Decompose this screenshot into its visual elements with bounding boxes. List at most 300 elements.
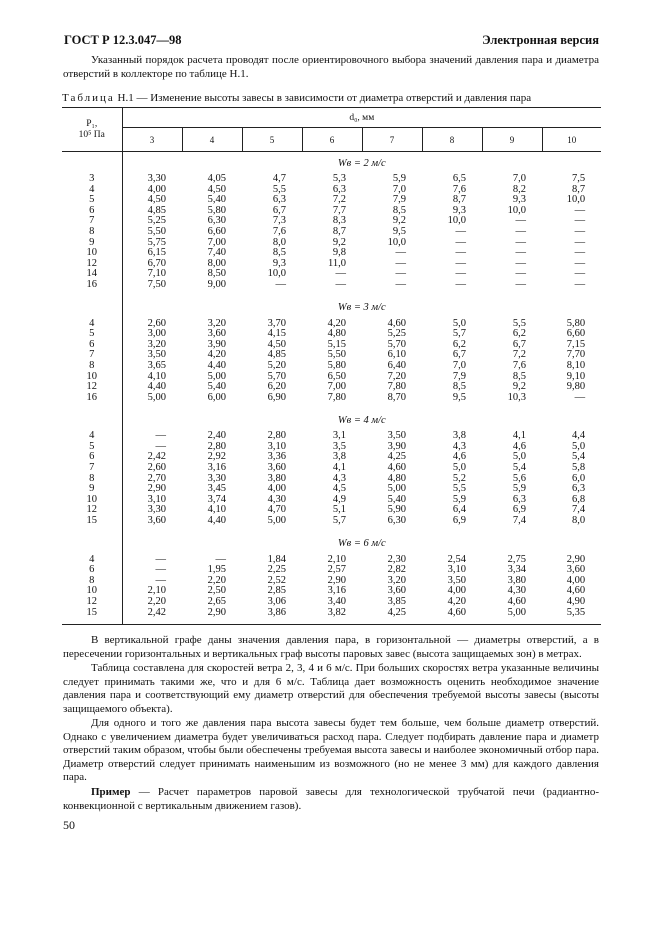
value-cell: 7,70: [566, 349, 586, 361]
value-cell: —: [574, 278, 586, 290]
value-cell: 4,60: [387, 317, 406, 329]
value-cell: 5,00: [207, 370, 226, 382]
value-cell: 4,6: [452, 451, 466, 463]
value-cell: 9,00: [207, 278, 226, 290]
value-cell: 8,3: [332, 215, 346, 227]
value-cell: —: [215, 553, 226, 565]
value-cell: 4,25: [387, 606, 406, 618]
value-cell: 3,20: [387, 574, 406, 586]
value-cell: 2,65: [207, 596, 226, 607]
value-cell: 5,3: [332, 173, 346, 184]
value-cell: 6,90: [267, 391, 286, 403]
value-cell: 7,4: [571, 504, 586, 516]
pressure-cell: 5: [62, 329, 122, 340]
value-cell: 9,80: [566, 381, 586, 393]
value-cell: 3,90: [207, 338, 226, 350]
value-cell: 2,90: [566, 553, 586, 565]
value-cell: 1,84: [267, 553, 286, 565]
value-cell: 7,2: [332, 194, 346, 206]
value-cell: 4,40: [207, 359, 226, 371]
value-cell: 6,70: [147, 257, 166, 269]
value-cell: 4,3: [332, 472, 346, 484]
value-cell: 4,15: [267, 328, 286, 340]
table-row: [62, 280, 601, 291]
value-cell: 9,3: [512, 194, 526, 206]
value-cell: 6,7: [452, 349, 466, 361]
value-cell: 8,0: [272, 236, 286, 248]
pressure-cell: 7: [62, 350, 122, 361]
value-cell: 7,00: [207, 236, 226, 248]
section-title: Wв = 2 м/с: [337, 157, 386, 169]
value-cell: —: [155, 553, 166, 565]
param-header-cell: [62, 108, 122, 152]
value-cell: 3,30: [207, 472, 226, 484]
value-cell: —: [155, 564, 166, 576]
value-cell: 8,7: [452, 194, 466, 206]
value-cell: 3,65: [147, 359, 166, 371]
value-cell: —: [574, 215, 586, 227]
value-cell: 5,40: [207, 194, 226, 206]
value-cell: —: [455, 257, 466, 269]
table-row: [62, 597, 601, 608]
value-cell: —: [335, 278, 346, 290]
pressure-cell: 4: [62, 185, 122, 196]
value-cell: 6,20: [267, 381, 286, 393]
example-label: Пример: [91, 786, 131, 798]
value-cell: 9,2: [332, 236, 346, 248]
section-title: Wв = 6 м/с: [337, 538, 386, 550]
value-cell: 4,60: [507, 596, 526, 607]
value-cell: 3,50: [147, 349, 166, 361]
value-cell: 2,42: [147, 606, 166, 618]
value-cell: 5,4: [512, 462, 526, 474]
value-cell: —: [395, 268, 406, 280]
value-cell: 6,3: [512, 493, 526, 505]
value-cell: 5,50: [147, 225, 166, 237]
value-cell: 3,10: [267, 440, 286, 452]
value-cell: 2,60: [147, 462, 166, 474]
value-cell: 4,60: [447, 606, 466, 618]
value-cell: 5,4: [571, 451, 586, 463]
header-standard-code: ГОСТ Р 12.3.047—98: [64, 33, 182, 47]
pressure-cell: 12: [62, 597, 122, 608]
value-cell: 7,15: [566, 338, 586, 350]
value-cell: 5,7: [332, 515, 346, 527]
value-cell: 6,50: [327, 370, 346, 382]
value-cell: 2,92: [207, 451, 226, 463]
value-cell: —: [515, 225, 526, 237]
value-cell: 7,00: [327, 381, 346, 393]
column-header-d3: 3: [122, 128, 182, 152]
value-cell: 3,5: [332, 440, 346, 452]
value-cell: 4,20: [207, 349, 226, 361]
value-cell: 9,2: [512, 381, 526, 393]
table-row: [62, 174, 601, 185]
pressure-cell: 4: [62, 319, 122, 330]
value-cell: 5,80: [207, 204, 226, 216]
value-cell: 5,40: [207, 381, 226, 393]
value-cell: 4,20: [447, 596, 466, 607]
value-cell: 7,6: [272, 225, 286, 237]
value-cell: 6,8: [571, 493, 586, 505]
value-cell: 4,9: [332, 493, 346, 505]
value-cell: 6,2: [512, 328, 526, 340]
value-cell: —: [515, 236, 526, 248]
value-cell: 2,57: [327, 564, 346, 576]
value-cell: 3,85: [387, 596, 406, 607]
value-cell: —: [155, 574, 166, 586]
value-cell: —: [574, 391, 586, 403]
value-cell: 5,80: [566, 317, 586, 329]
value-cell: 4,00: [147, 183, 166, 195]
value-cell: 8,5: [452, 381, 466, 393]
pressure-cell: 4: [62, 555, 122, 566]
value-cell: 5,00: [387, 483, 406, 495]
value-cell: 5,5: [512, 317, 526, 329]
value-cell: 4,60: [387, 462, 406, 474]
value-cell: 2,90: [147, 483, 166, 495]
column-header-d9: 9: [482, 128, 542, 152]
value-cell: 3,00: [147, 328, 166, 340]
value-cell: —: [155, 430, 166, 442]
value-cell: 4,4: [571, 430, 586, 442]
column-header-d5: 5: [242, 128, 302, 152]
section-param-cell: [62, 533, 122, 555]
section-row: [62, 297, 601, 319]
value-cell: 2,10: [327, 553, 346, 565]
value-cell: 4,3: [452, 440, 466, 452]
value-cell: 8,70: [387, 391, 406, 403]
value-cell: 4,30: [267, 493, 286, 505]
value-cell: —: [335, 268, 346, 280]
value-cell: 9,3: [272, 257, 286, 269]
pressure-cell: 6: [62, 452, 122, 463]
value-cell: 3,50: [387, 430, 406, 442]
spacer-cell: [62, 618, 122, 625]
pressure-cell: 15: [62, 608, 122, 619]
value-cell: 9,2: [392, 215, 406, 227]
value-cell: 4,6: [512, 440, 526, 452]
value-cell: 1,95: [207, 564, 226, 576]
value-cell: 3,60: [267, 462, 286, 474]
value-cell: 10,0: [566, 194, 586, 206]
value-cell: —: [574, 257, 586, 269]
value-cell: 2,30: [387, 553, 406, 565]
value-cell: 6,60: [207, 225, 226, 237]
value-cell: 4,5: [332, 483, 346, 495]
value-cell: 3,16: [327, 585, 346, 597]
pressure-cell: 9: [62, 484, 122, 495]
value-cell: 6,7: [512, 338, 526, 350]
value-cell: 6,2: [452, 338, 466, 350]
value-cell: 7,2: [512, 349, 526, 361]
pressure-cell: 9: [62, 238, 122, 249]
value-cell: 2,52: [267, 574, 286, 586]
pressure-cell: 8: [62, 576, 122, 587]
value-cell: 2,40: [207, 430, 226, 442]
value-cell: 10,0: [447, 215, 466, 227]
value-cell: 4,40: [147, 381, 166, 393]
section-param-cell: [62, 152, 122, 175]
value-cell: 6,3: [332, 183, 346, 195]
value-cell: 2,10: [147, 585, 166, 597]
value-cell: 8,7: [332, 225, 346, 237]
section-param-cell: [62, 297, 122, 319]
pressure-cell: 4: [62, 431, 122, 442]
value-cell: 4,00: [566, 574, 586, 586]
value-cell: 4,05: [207, 173, 226, 184]
pressure-cell: 5: [62, 442, 122, 453]
value-cell: 7,9: [452, 370, 466, 382]
value-cell: 8,5: [392, 204, 406, 216]
value-cell: 5,0: [452, 317, 466, 329]
value-cell: 2,25: [267, 564, 286, 576]
pressure-cell: 12: [62, 382, 122, 393]
value-cell: 3,80: [507, 574, 526, 586]
value-cell: 6,30: [387, 515, 406, 527]
value-cell: 7,6: [512, 359, 526, 371]
value-cell: 3,10: [147, 493, 166, 505]
value-cell: 6,15: [147, 247, 166, 259]
value-cell: 5,50: [327, 349, 346, 361]
value-cell: 5,5: [272, 183, 286, 195]
value-cell: 5,15: [327, 338, 346, 350]
value-cell: 3,1: [332, 430, 346, 442]
table-caption-text: Н.1 — Изменение высоты завесы в зависимости от диаметра отверстий и давления пара: [117, 92, 532, 104]
value-cell: 5,40: [387, 493, 406, 505]
value-cell: 6,40: [387, 359, 406, 371]
value-cell: 2,75: [507, 553, 526, 565]
value-cell: 2,70: [147, 472, 166, 484]
value-cell: 3,36: [267, 451, 286, 463]
value-cell: 9,8: [332, 247, 346, 259]
value-cell: 7,50: [147, 278, 166, 290]
table-row: [62, 516, 601, 527]
value-cell: —: [515, 257, 526, 269]
table-body: [62, 152, 601, 625]
section-row: [62, 409, 601, 431]
value-cell: 4,20: [327, 317, 346, 329]
value-cell: 5,90: [387, 504, 406, 516]
value-cell: 6,30: [207, 215, 226, 227]
value-cell: 5,2: [452, 472, 466, 484]
value-cell: 3,34: [507, 564, 526, 576]
value-cell: 3,60: [387, 585, 406, 597]
table-row: [62, 361, 601, 372]
value-cell: 4,50: [147, 194, 166, 206]
spacer-row: [62, 618, 601, 625]
value-cell: 2,80: [207, 440, 226, 452]
value-cell: 3,60: [147, 515, 166, 527]
value-cell: 5,1: [332, 504, 346, 516]
value-cell: 5,8: [571, 462, 586, 474]
value-cell: 6,4: [452, 504, 466, 516]
value-cell: —: [455, 247, 466, 259]
value-cell: 7,80: [327, 391, 346, 403]
value-cell: 4,50: [267, 338, 286, 350]
value-cell: 7,5: [571, 173, 586, 184]
value-cell: 5,0: [512, 451, 526, 463]
value-cell: 8,2: [512, 183, 526, 195]
value-cell: 3,90: [387, 440, 406, 452]
value-cell: 2,85: [267, 585, 286, 597]
value-cell: 3,45: [207, 483, 226, 495]
value-cell: 7,80: [387, 381, 406, 393]
value-cell: 5,00: [507, 606, 526, 618]
paragraph-explanation: В вертикальной графе даны значения давления пара, в горизонтальной — диаметры отверстий, а в пересечении горизонтальных и вертикальных граф высоты паровых завес (высота защищаемых зон) в метрах.: [63, 634, 599, 660]
value-cell: 2,42: [147, 451, 166, 463]
value-cell: 2,90: [207, 606, 226, 618]
value-cell: 4,25: [387, 451, 406, 463]
column-header-d6: 6: [302, 128, 362, 152]
value-cell: 4,85: [267, 349, 286, 361]
pressure-cell: 16: [62, 393, 122, 404]
value-cell: 9,5: [452, 391, 466, 403]
table-caption: [62, 92, 602, 104]
value-cell: —: [574, 247, 586, 259]
value-cell: 6,7: [272, 204, 286, 216]
value-cell: 5,0: [571, 440, 586, 452]
value-cell: —: [515, 268, 526, 280]
value-cell: —: [395, 278, 406, 290]
pressure-cell: 8: [62, 227, 122, 238]
value-cell: 3,82: [327, 606, 346, 618]
value-cell: 7,0: [392, 183, 406, 195]
section-title: Wв = 4 м/с: [337, 414, 386, 426]
value-cell: 5,20: [267, 359, 286, 371]
value-cell: —: [275, 278, 286, 290]
value-cell: 7,10: [147, 268, 166, 280]
column-header-d4: 4: [182, 128, 242, 152]
value-cell: 8,10: [566, 359, 586, 371]
value-cell: 7,20: [387, 370, 406, 382]
value-cell: 6,60: [566, 328, 586, 340]
value-cell: —: [515, 247, 526, 259]
spacer-cell: [122, 618, 601, 625]
value-cell: 7,6: [452, 183, 466, 195]
section-param-cell: [62, 409, 122, 431]
value-cell: 10,0: [387, 236, 406, 248]
value-cell: 3,20: [207, 317, 226, 329]
value-cell: 2,82: [387, 564, 406, 576]
pressure-cell: 8: [62, 361, 122, 372]
value-cell: —: [574, 225, 586, 237]
value-cell: 4,1: [332, 462, 346, 474]
value-cell: 3,8: [452, 430, 466, 442]
value-cell: 3,30: [147, 173, 166, 184]
table-row: [62, 608, 601, 619]
page-number: 50: [63, 818, 75, 832]
value-cell: 3,06: [267, 596, 286, 607]
column-header-d7: 7: [362, 128, 422, 152]
value-cell: 8,5: [512, 370, 526, 382]
section-title: Wв = 3 м/с: [337, 302, 386, 314]
value-cell: 3,70: [267, 317, 286, 329]
value-cell: 7,40: [207, 247, 226, 259]
value-cell: 3,60: [207, 328, 226, 340]
value-cell: 4,80: [327, 328, 346, 340]
value-cell: 4,80: [387, 472, 406, 484]
value-cell: 5,00: [147, 391, 166, 403]
value-cell: 3,86: [267, 606, 286, 618]
value-cell: 5,25: [147, 215, 166, 227]
value-cell: —: [455, 268, 466, 280]
value-cell: 11,0: [328, 257, 346, 269]
value-cell: —: [155, 440, 166, 452]
value-cell: 5,25: [387, 328, 406, 340]
value-cell: 4,30: [507, 585, 526, 597]
pressure-cell: 12: [62, 505, 122, 516]
paragraph-example: [63, 786, 599, 813]
paragraph-wind-speeds: Таблица составлена для скоростей ветра 2, 3, 4 и 6 м/с. При больших скоростях ветра указанные величины следует принимать такими же, что и для 6 м/с. Таблица дает возможность оценить необходимое значение давления пара и соответствующий ему диаметр отверстий для обеспечения требуемой высоты завесы (высоты защищаемого объекта).: [63, 662, 599, 715]
paragraph-diameter-choice: Для одного и того же давления пара высота завесы будет тем больше, чем больше диаметр отверстий. Однако с увеличением диаметра будет увеличиваться расход пара. Следует подбирать давление пара и диаметр отверстий таким образом, чтобы были обеспечены требуемая высота завесы и наиболее экономичный отбор пара. Диаметр отверстий следует принимать наименьшим из возможного (но не менее 3 мм) для каждого давления пара.: [63, 717, 599, 783]
value-cell: 3,20: [147, 338, 166, 350]
value-cell: 8,7: [571, 183, 586, 195]
value-cell: 6,3: [272, 194, 286, 206]
table-row: [62, 393, 601, 404]
value-cell: 7,4: [512, 515, 526, 527]
pressure-cell: 5: [62, 195, 122, 206]
value-cell: 3,80: [267, 472, 286, 484]
value-cell: —: [515, 278, 526, 290]
value-cell: 5,5: [452, 483, 466, 495]
intro-paragraph: Указанный порядок расчета проводят после ориентировочного выбора значений давления пара и диаметра отверстий в коллекторе по таблице Н.1.: [63, 54, 599, 80]
value-cell: 3,16: [207, 462, 226, 474]
pressure-cell: 6: [62, 206, 122, 217]
value-cell: 4,60: [566, 585, 586, 597]
value-cell: 9,5: [392, 225, 406, 237]
value-cell: 4,1: [512, 430, 526, 442]
value-cell: 4,40: [207, 515, 226, 527]
value-cell: 2,54: [447, 553, 466, 565]
value-cell: 8,00: [207, 257, 226, 269]
value-cell: 4,70: [267, 504, 286, 516]
value-cell: 8,0: [571, 515, 586, 527]
column-header-d10: 10: [542, 128, 601, 152]
value-cell: 4,90: [566, 596, 586, 607]
value-cell: 3,60: [566, 564, 586, 576]
value-cell: 5,7: [452, 328, 466, 340]
header-version: Электронная версия: [482, 33, 599, 47]
value-cell: 5,9: [392, 173, 406, 184]
value-cell: 3,74: [207, 493, 226, 505]
value-cell: 5,80: [327, 359, 346, 371]
value-cell: 2,20: [207, 574, 226, 586]
value-cell: 4,85: [147, 204, 166, 216]
pressure-cell: 12: [62, 259, 122, 270]
value-cell: 3,40: [327, 596, 346, 607]
value-cell: —: [395, 257, 406, 269]
value-cell: 6,3: [571, 483, 586, 495]
value-cell: 7,0: [512, 173, 526, 184]
value-cell: 6,5: [452, 173, 466, 184]
column-header-row: [62, 128, 601, 152]
table-row: [62, 227, 601, 238]
pressure-cell: 3: [62, 174, 122, 185]
value-cell: 5,9: [452, 493, 466, 505]
value-cell: 4,10: [207, 504, 226, 516]
value-cell: 6,10: [387, 349, 406, 361]
pressure-cell: 14: [62, 269, 122, 280]
value-cell: 2,90: [327, 574, 346, 586]
value-cell: 4,00: [447, 585, 466, 597]
value-cell: 6,9: [512, 504, 526, 516]
pressure-cell: 7: [62, 216, 122, 227]
value-cell: 5,6: [512, 472, 526, 484]
value-cell: 3,50: [447, 574, 466, 586]
pressure-cell: 10: [62, 372, 122, 383]
pressure-cell: 10: [62, 495, 122, 506]
